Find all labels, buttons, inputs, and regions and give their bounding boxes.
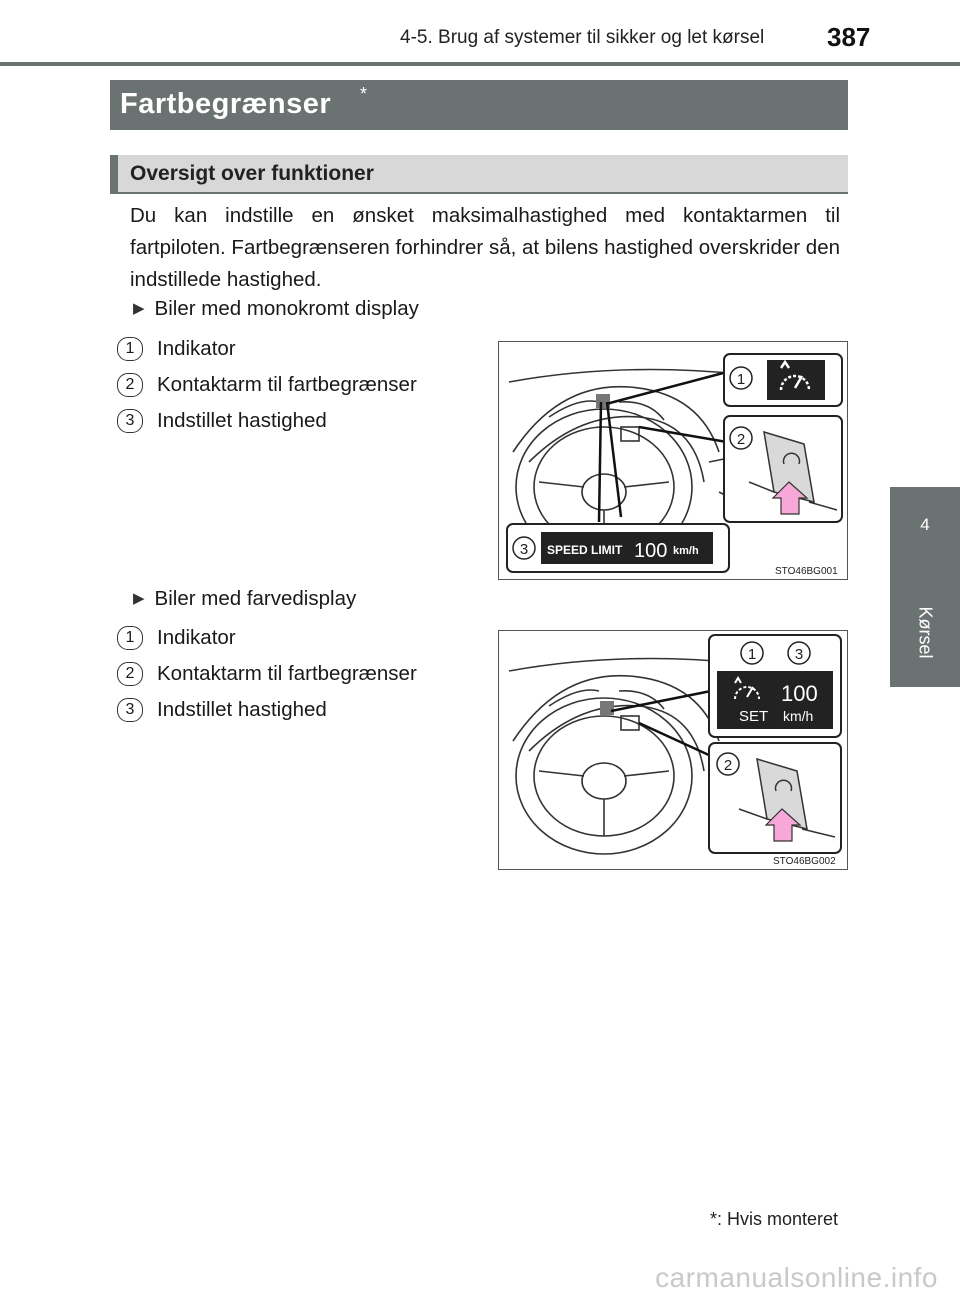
list-item xyxy=(117,337,236,363)
display-speed-unit: km/h xyxy=(783,708,814,724)
callout-number: 1 xyxy=(736,371,746,388)
list-item xyxy=(117,662,417,688)
figure-code: STO46BG002 xyxy=(773,856,836,867)
item-number: 1 xyxy=(117,626,143,650)
figure-monochrome-display xyxy=(498,341,848,580)
running-header: 4-5. Brug af systemer til sikker og let kørsel xyxy=(400,27,765,48)
list-item xyxy=(117,409,327,435)
item-number: 3 xyxy=(117,698,143,722)
triangle-bullet-icon: ▶ xyxy=(133,300,145,317)
chapter-label: Kørsel xyxy=(915,605,936,659)
subheading-rule xyxy=(110,192,848,194)
header-rule xyxy=(0,62,960,66)
display-speed-value: 100 xyxy=(781,681,818,706)
item-number: 2 xyxy=(117,662,143,686)
callout-number: 2 xyxy=(723,757,733,774)
item-label: Kontaktarm til fartbegrænser xyxy=(157,373,417,396)
bullet-label: Biler med monokromt display xyxy=(154,297,419,320)
figure-color-display xyxy=(498,630,848,870)
bullet-color-display xyxy=(133,587,356,611)
page-number: 387 xyxy=(827,22,871,52)
dashboard-illustration xyxy=(499,631,847,869)
item-label: Indikator xyxy=(157,337,236,360)
subheading-accent xyxy=(110,155,118,192)
list-item xyxy=(117,626,236,652)
bullet-label: Biler med farvedisplay xyxy=(154,587,357,610)
chapter-number: 4 xyxy=(920,515,930,534)
title-asterisk: * xyxy=(360,84,368,104)
dashboard-illustration xyxy=(499,342,847,579)
intro-paragraph: Du kan indstille en ønsket maksimalhastighed med kontaktarmen til fartpiloten. Fartbegrænseren forhindrer så, at bilens hastighed overskrider den indstillede hastighed. xyxy=(130,204,840,291)
indicator-marker xyxy=(600,701,614,715)
footnote: *: Hvis monteret xyxy=(710,1209,839,1229)
callout-number: 1 xyxy=(747,646,757,663)
chapter-tab xyxy=(890,487,960,687)
subheading-bar xyxy=(110,155,848,192)
display-set-text: SET xyxy=(739,708,769,725)
section-title: Fartbegrænser xyxy=(120,88,332,120)
bullet-monochrome xyxy=(133,297,419,321)
item-number: 2 xyxy=(117,373,143,397)
item-label: Kontaktarm til fartbegrænser xyxy=(157,662,417,685)
callout-number: 3 xyxy=(519,541,529,558)
figure-code: STO46BG001 xyxy=(775,566,838,577)
display-speed-limit-text: SPEED LIMIT xyxy=(547,543,623,557)
display-speed-value: 100 xyxy=(634,540,668,562)
watermark: carmanualsonline.info xyxy=(655,1262,938,1293)
item-label: Indikator xyxy=(157,626,236,649)
section-title-bar xyxy=(110,80,848,130)
callout-number: 3 xyxy=(794,646,804,663)
subheading: Oversigt over funktioner xyxy=(130,162,374,185)
list-item xyxy=(117,698,327,724)
list-item xyxy=(117,373,417,399)
display-speed-unit: km/h xyxy=(673,545,699,557)
triangle-bullet-icon: ▶ xyxy=(133,590,145,607)
item-label: Indstillet hastighed xyxy=(157,409,327,432)
item-number: 3 xyxy=(117,409,143,433)
item-label: Indstillet hastighed xyxy=(157,698,327,721)
item-number: 1 xyxy=(117,337,143,361)
callout-number: 2 xyxy=(736,431,746,448)
